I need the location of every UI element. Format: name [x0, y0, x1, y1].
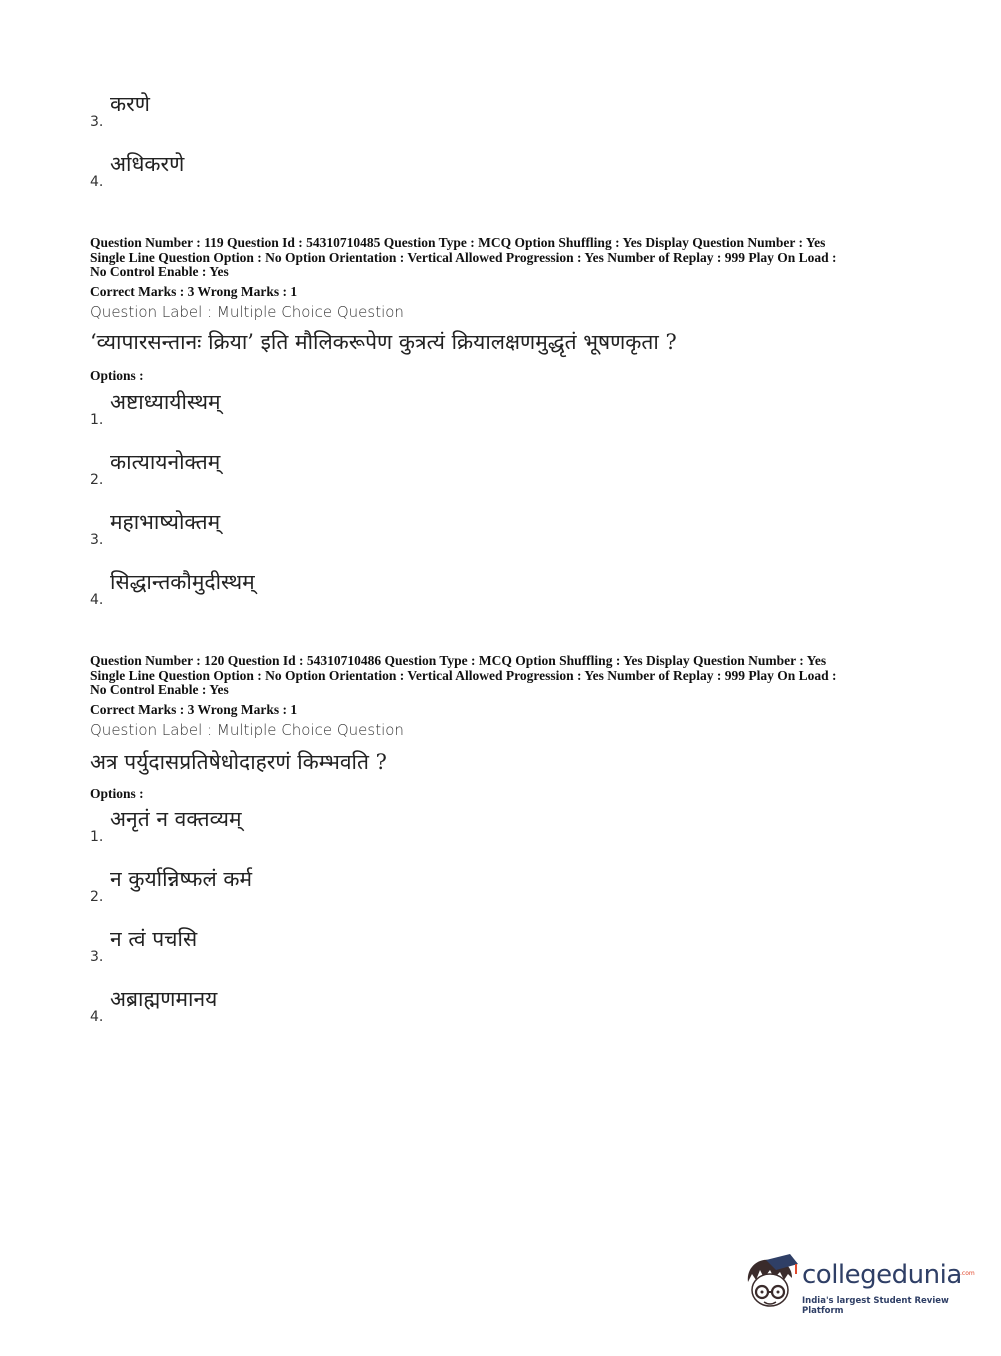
option-text: न कुर्यान्निष्फलं कर्म — [110, 867, 253, 891]
question-meta-line: No Control Enable : Yes — [90, 682, 229, 697]
question-marks: Correct Marks : 3 Wrong Marks : 1 — [90, 702, 298, 717]
options-label: Options : — [90, 368, 144, 383]
option-number: 4. — [90, 174, 104, 190]
option-number: 2. — [90, 472, 104, 488]
question-meta — [90, 654, 920, 698]
option-number: 4. — [90, 1009, 104, 1025]
question-marks: Correct Marks : 3 Wrong Marks : 1 — [90, 284, 298, 299]
option-text: अष्टाध्यायीस्थम् — [110, 390, 221, 414]
option-text: अब्राह्मणमानय — [110, 987, 218, 1011]
option-number: 3. — [90, 532, 104, 548]
option-number: 3. — [90, 114, 104, 130]
option-number: 1. — [90, 829, 104, 845]
option-item — [90, 90, 490, 130]
brand-tagline: India's largest Student Review Platform — [802, 1296, 949, 1316]
option-number: 1. — [90, 412, 104, 428]
option-item[interactable] — [90, 388, 490, 428]
brand-suffix: .com — [960, 1270, 975, 1277]
question-label: Question Label : Multiple Choice Question — [90, 721, 404, 739]
question-meta-line: Question Number : 119 Question Id : 54310710485 Question Type : MCQ Option Shuffling : Yes Display Question Number : Yes — [90, 235, 826, 250]
question-block — [90, 654, 920, 698]
collegedunia-logo — [740, 1250, 975, 1320]
question-meta-line: Single Line Question Option : No Option Orientation : Vertical Allowed Progression : Yes Number of Replay : 999 Play On Load : — [90, 249, 837, 265]
option-text: अनृतं न वक्तव्यम् — [110, 807, 242, 831]
option-item[interactable] — [90, 805, 490, 845]
option-number: 2. — [90, 889, 104, 905]
mascot-icon — [740, 1252, 802, 1314]
option-number: 3. — [90, 949, 104, 965]
option-text: करणे — [110, 92, 150, 116]
option-item[interactable] — [90, 985, 490, 1025]
option-text: न त्वं पचसि — [110, 927, 198, 951]
question-meta-line: Single Line Question Option : No Option Orientation : Vertical Allowed Progression : Yes Number of Replay : 999 Play On Load : — [90, 667, 837, 683]
question-text: अत्र पर्युदासप्रतिषेधोदाहरणं किम्भवति ? — [90, 750, 387, 774]
option-item[interactable] — [90, 508, 490, 548]
brand-name: collegedunia — [802, 1260, 962, 1290]
option-item[interactable] — [90, 568, 490, 608]
question-meta-line: Question Number : 120 Question Id : 54310710486 Question Type : MCQ Option Shuffling : Yes Display Question Number : Yes — [90, 653, 827, 668]
option-text: कात्यायनोक्तम् — [110, 450, 221, 474]
option-text: सिद्धान्तकौमुदीस्थम् — [110, 570, 255, 594]
question-block — [90, 236, 920, 280]
option-item — [90, 150, 490, 190]
option-text: अधिकरणे — [110, 152, 185, 176]
options-label: Options : — [90, 786, 144, 801]
option-item[interactable] — [90, 865, 490, 905]
option-item[interactable] — [90, 925, 490, 965]
question-meta-line: No Control Enable : Yes — [90, 264, 229, 279]
question-text: ‘व्यापारसन्तानः क्रिया’ इति मौलिकरूपेण कुत्रत्यं क्रियालक्षणमुद्धृतं भूषणकृता ? — [90, 330, 677, 354]
option-number: 4. — [90, 592, 104, 608]
question-meta — [90, 236, 920, 280]
question-label: Question Label : Multiple Choice Question — [90, 303, 404, 321]
option-item[interactable] — [90, 448, 490, 488]
option-text: महाभाष्योक्तम् — [110, 510, 221, 534]
